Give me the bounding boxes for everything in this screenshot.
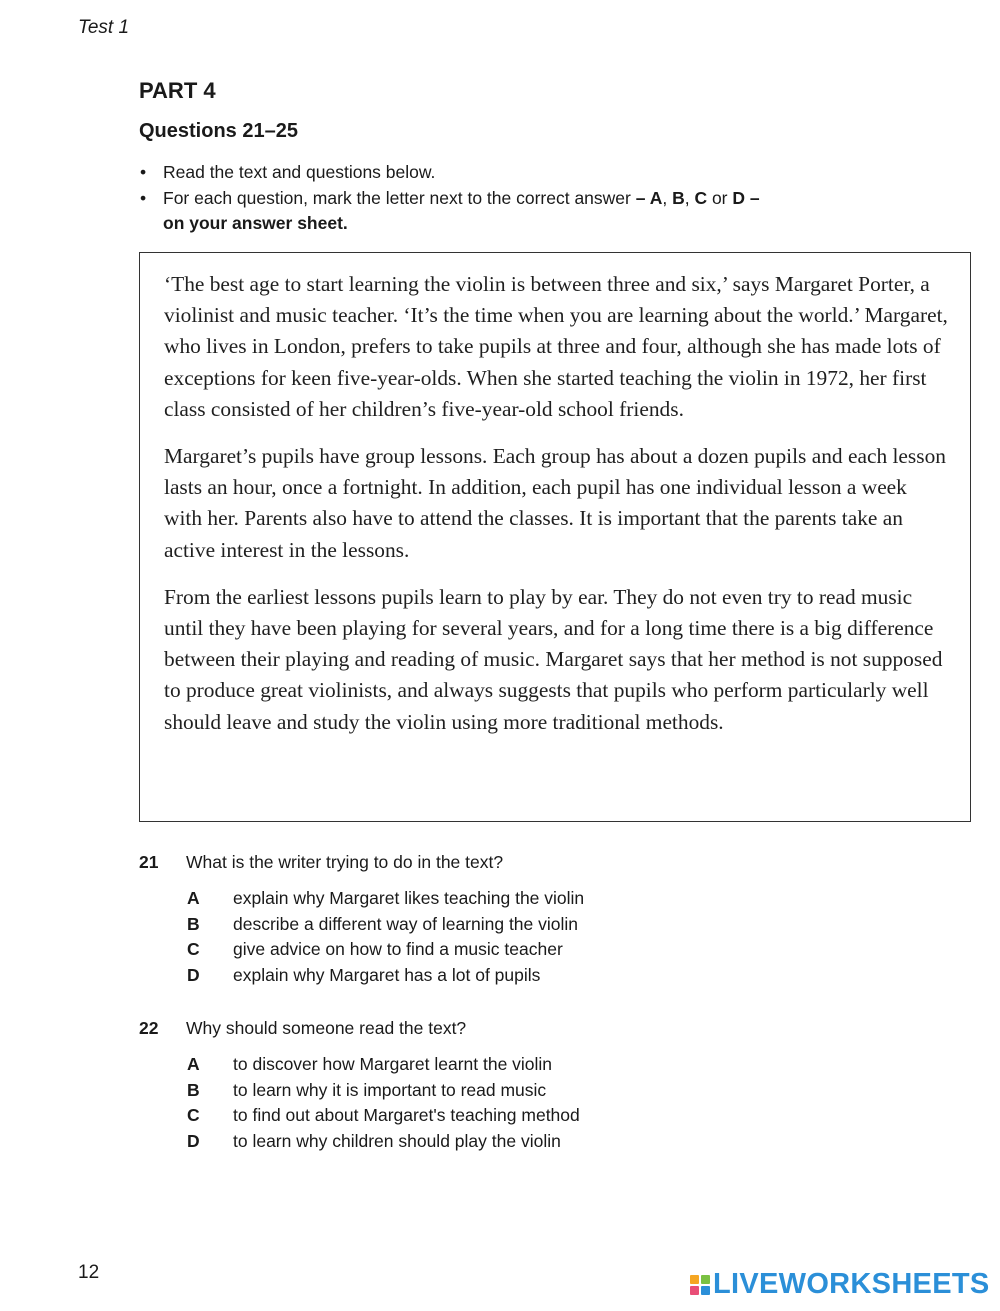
reading-passage <box>139 252 971 822</box>
question-number: 21 <box>139 852 159 872</box>
option-text: explain why Margaret likes teaching the violin <box>233 888 585 908</box>
logo-square <box>690 1286 699 1295</box>
instruction-separator: , <box>662 187 673 208</box>
option-text: to find out about Margaret's teaching method <box>233 1105 580 1125</box>
option-letter: A <box>187 1054 200 1074</box>
liveworksheets-logo-icon <box>690 1275 710 1295</box>
answer-option-b[interactable] <box>187 1078 919 1104</box>
answer-option-c[interactable] <box>187 1103 919 1129</box>
answer-options <box>139 1052 919 1154</box>
instruction-dash: – <box>745 187 760 208</box>
answer-letter-d: D <box>732 187 746 208</box>
instruction-item <box>139 186 879 237</box>
question-22 <box>139 1018 919 1154</box>
instruction-dash: – <box>630 187 650 208</box>
questions-range-heading: Questions 21–25 <box>139 120 298 142</box>
option-letter: A <box>187 888 200 908</box>
answer-option-c[interactable] <box>187 937 919 963</box>
instruction-text: For each question, mark the letter next to the correct answer <box>163 187 631 208</box>
logo-square <box>701 1275 710 1284</box>
answer-option-d[interactable] <box>187 1129 919 1155</box>
option-letter: C <box>187 939 200 959</box>
question-text: Why should someone read the text? <box>186 1018 467 1038</box>
question-number: 22 <box>139 1018 159 1038</box>
instruction-text: Read the text and questions below. <box>163 162 436 182</box>
answer-letter-b: B <box>672 187 685 208</box>
option-text: to discover how Margaret learnt the violin <box>233 1054 553 1074</box>
instruction-suffix: on your answer sheet. <box>163 213 348 233</box>
option-letter: D <box>187 964 200 985</box>
answer-option-a[interactable] <box>187 886 919 912</box>
option-text: give advice on how to find a music teacher <box>233 939 563 959</box>
option-letter: B <box>187 1079 200 1100</box>
page-number: 12 <box>78 1262 100 1283</box>
answer-option-a[interactable] <box>187 1052 919 1078</box>
passage-paragraph: From the earliest lessons pupils learn to play by ear. They do not even try to read music until they have been playing for several years, and for a long time there is a big difference between their playing and reading of music. Margaret says that her method is not supposed to produce great violinists, and always suggests that pupils who perform particularly well should leave and study the violin using more traditional methods. <box>164 584 943 734</box>
header-label: Test 1 <box>78 17 130 38</box>
logo-square <box>701 1286 710 1295</box>
option-letter: D <box>187 1130 200 1151</box>
option-letter: C <box>187 1105 200 1125</box>
answer-option-d[interactable] <box>187 963 919 989</box>
brand-name: LIVEWORKSHEETS <box>713 1268 990 1300</box>
passage-paragraph: Margaret’s pupils have group lessons. Each group has about a dozen pupils and each lesson lasts an hour, once a fortnight. In addition, each pupil has one individual lesson a week with her. Parents also have to attend the classes. It is important that the parents take an active interest in the lessons. <box>164 444 946 562</box>
liveworksheets-brand[interactable] <box>690 1268 990 1301</box>
answer-letter-a: A <box>649 187 663 208</box>
instruction-separator: or <box>707 187 733 208</box>
option-text: to learn why children should play the violin <box>233 1130 561 1151</box>
option-text: to learn why it is important to read music <box>233 1079 547 1100</box>
part-title: PART 4 <box>139 78 216 103</box>
instruction-item <box>139 160 879 186</box>
logo-square <box>690 1275 699 1284</box>
question-21 <box>139 852 919 988</box>
passage-paragraph: ‘The best age to start learning the violin is between three and six,’ says Margaret Porter, a violinist and music teacher. ‘It’s the time when you are learning about the world.’ Margaret, who lives in London, prefers to take pupils at three and four, although she has made lots of exceptions for keen five-year-olds. When she started teaching the violin in 1972, her first class consisted of her children’s five-year-old school friends. <box>164 272 948 421</box>
instructions-list <box>139 160 879 237</box>
answer-letter-c: C <box>694 187 708 208</box>
option-text: explain why Margaret has a lot of pupils <box>233 964 541 985</box>
option-letter: B <box>187 913 200 934</box>
option-text: describe a different way of learning the violin <box>233 913 579 934</box>
question-text: What is the writer trying to do in the text? <box>186 852 504 872</box>
answer-option-b[interactable] <box>187 912 919 938</box>
instruction-separator: , <box>684 187 695 208</box>
answer-options <box>139 886 919 988</box>
